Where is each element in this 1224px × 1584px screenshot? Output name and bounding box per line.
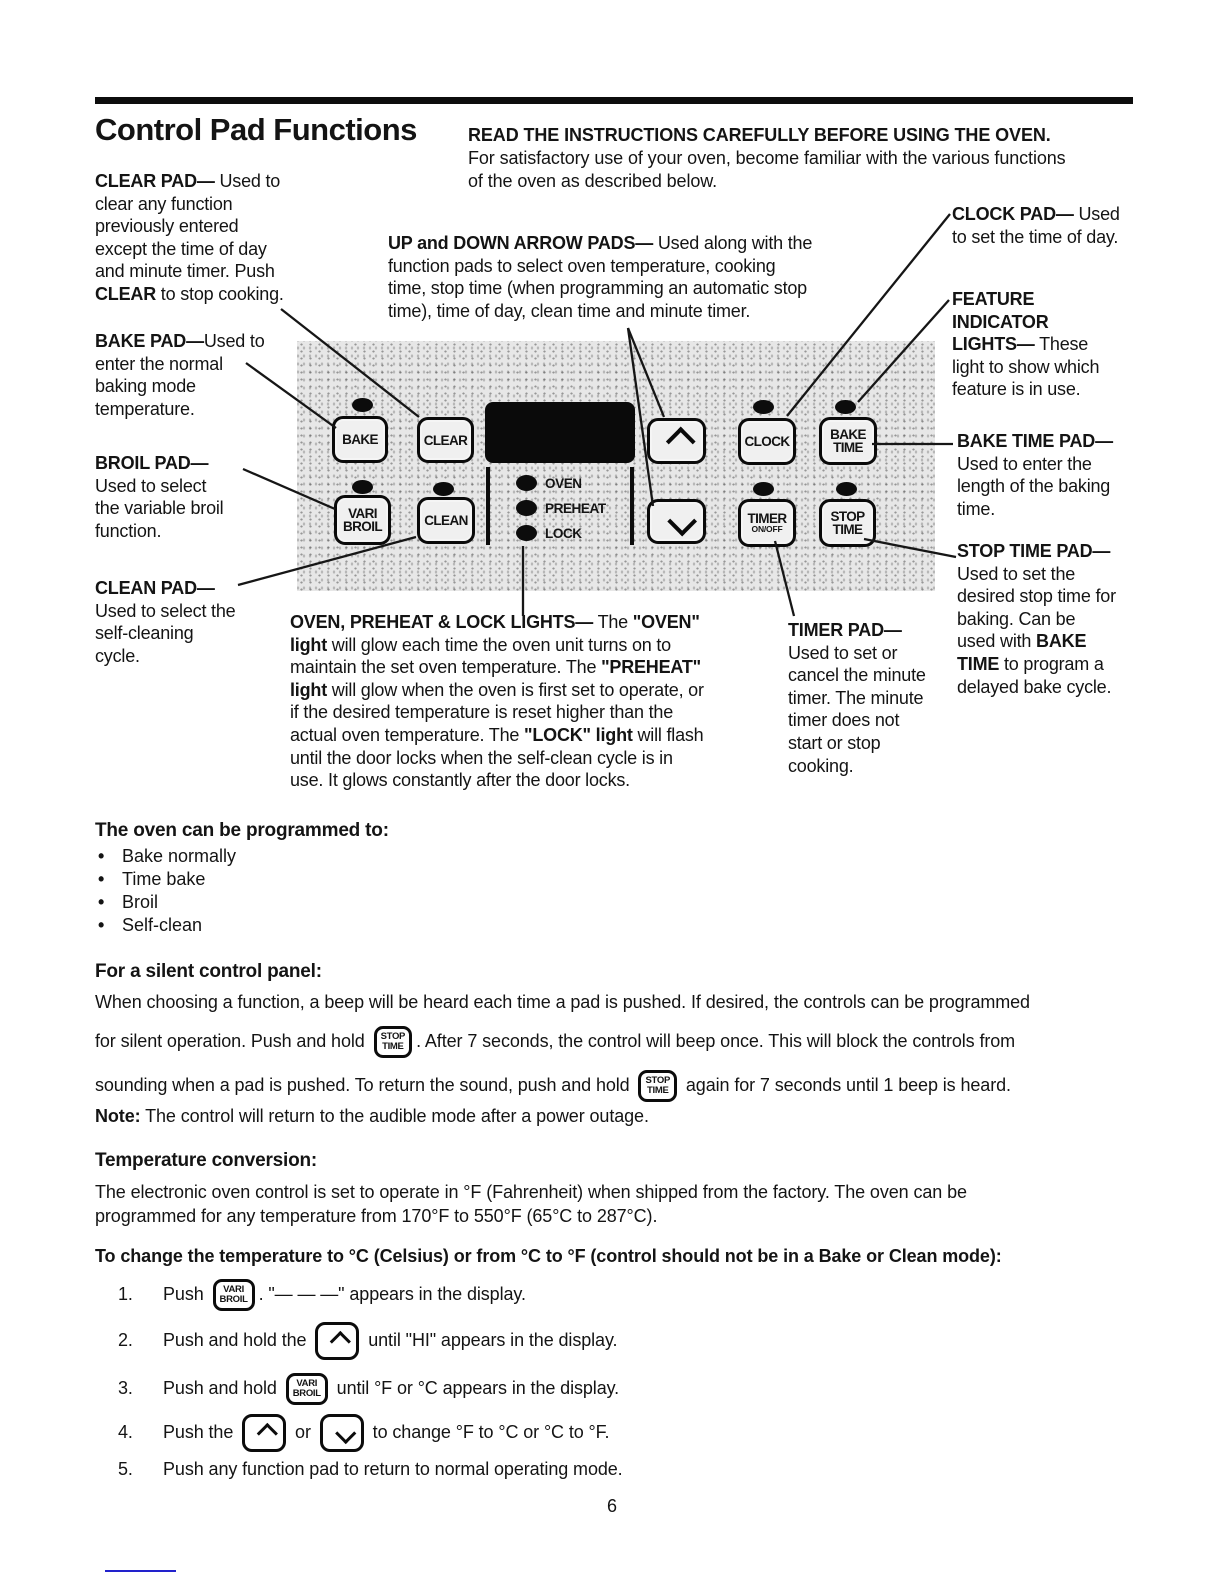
silent-panel-line2: for silent operation. Push and hold STOP TIME . After 7 seconds, the control will beep once. This will block the controls from [95,1018,1135,1064]
clear-pad-callout: CLEAR PAD— Used to clear any function previously entered except the time of day and minute timer. Push CLEAR to stop cooking. [95,171,284,304]
intro-body: For satisfactory use of your oven, become familiar with the various functions of the oven as described below. [468,148,1066,191]
temperature-conversion-heading: Temperature conversion: [95,1150,318,1171]
up-mini-pad [315,1322,359,1360]
clean-pad [417,497,475,544]
lights-right-bar [630,467,634,545]
oven-light-row [516,475,582,491]
down-arrow-icon [335,1423,356,1444]
step-number: 2. [118,1330,133,1350]
up-arrow-icon [330,1331,351,1352]
bake-pad-label: BAKE [342,432,378,447]
oven-preheat-lock-lights-callout: OVEN, PREHEAT & LOCK LIGHTS— The "OVEN" light will glow each time the oven unit turns on to maintain the set oven temperature. The "PREHEAT" light will glow when the oven is first set to operate, or if the desired temperature is reset higher than the actual oven temperature. The "LOCK" light will flash until the door locks when the self-clean cycle is in use. It glows constantly after the door locks. [290,612,704,791]
vari-broil-pad: VARI BROIL [334,495,391,545]
list-item: • Time bake [98,869,206,889]
step-number: 5. [118,1459,133,1479]
bake-time-pad-callout: BAKE TIME PAD— Used to enter the length of the baking time. [957,431,1113,519]
clock-pad-callout: CLOCK PAD— Used to set the time of day. [952,204,1120,247]
oven-light-dot [516,475,537,491]
lock-light-label: LOCK [545,525,582,541]
footer-blue-line [105,1570,176,1572]
clean-pad-callout: CLEAN PAD— Used to select the self-cleaning cycle. [95,578,236,666]
step-number: 3. [118,1378,133,1398]
oven-light-label: OVEN [545,475,582,491]
bullet-icon: • [98,892,105,912]
clock-pad-label: CLOCK [744,434,790,449]
lights-left-bar [486,467,490,545]
change-temperature-heading: To change the temperature to °C (Celsius) or from °C to °F (control should not be in a Bake or Clean mode): [95,1246,1002,1266]
bullet-icon: • [98,869,105,889]
clean-pad-label: CLEAN [424,513,468,528]
preheat-light-dot [516,500,537,516]
step-number: 1. [118,1284,133,1304]
up-mini-pad [242,1414,286,1452]
stop-time-mini-pad: STOP TIME [638,1070,677,1102]
list-item: • Bake normally [98,846,237,866]
bake-pad [332,416,388,463]
preheat-light-label: PREHEAT [545,500,606,516]
broil-pad-callout: BROIL PAD— Used to select the variable broil function. [95,453,224,541]
clock-pad [738,418,796,465]
display-window [485,402,635,463]
intro-block [468,124,1128,193]
up-arrow-pad [647,418,706,464]
step-4: 4. Push the or to change °F to °C or °C to °F. [118,1410,609,1454]
stop-time-pad-callout: STOP TIME PAD— Used to set the desired stop time for baking. Can be used with BAKE TIME to program a delayed bake cycle. [957,541,1116,697]
temperature-conversion-body: The electronic oven control is set to operate in °F (Fahrenheit) when shipped from the factory. The oven can be programmed for any temperature from 170°F to 550°F (65°C to 287°C). [95,1182,967,1226]
vari-broil-mini-pad: VARI BROIL [213,1279,255,1311]
timer-on-off-pad: TIMER ON/OFF [738,499,796,547]
stop-time-mini-pad: STOP TIME [374,1026,413,1058]
preheat-light-row [516,500,606,516]
vari-broil-indicator-light [352,480,373,494]
step-number: 4. [118,1422,133,1442]
list-item: • Broil [98,892,159,912]
page-number: 6 [606,1496,617,1516]
up-arrow-icon [256,1423,277,1444]
lock-light-dot [516,525,537,541]
page-title: Control Pad Functions [95,112,417,147]
clear-pad-label: CLEAR [423,432,468,448]
bake-time-indicator-light [835,400,856,414]
top-rule [95,97,1133,104]
clear-pad [417,417,474,463]
stop-time-indicator-light [836,482,857,496]
up-arrow-icon [666,426,696,456]
clock-indicator-light [753,400,774,414]
timer-pad-callout: TIMER PAD— Used to set or cancel the minute timer. The minute timer does not start or stop cooking. [788,620,926,776]
bullet-icon: • [98,846,105,866]
down-mini-pad [320,1414,364,1452]
up-down-arrow-callout: UP and DOWN ARROW PADS— Used along with the function pads to select oven temperature, cooking time, stop time (when programming an automatic stop time), time of day, clean time and minute timer. [388,233,813,321]
step-3: 3. Push and hold VARI BROIL until °F or °C appears in the display. [118,1366,619,1410]
silent-panel-note: Note: The control will return to the audible mode after a power outage. [95,1106,649,1126]
step-5: 5. Push any function pad to return to normal operating mode. [118,1452,623,1486]
clean-indicator-light [433,482,454,496]
silent-panel-heading: For a silent control panel: [95,961,322,982]
bake-time-pad: BAKE TIME [819,417,877,465]
vari-broil-mini-pad: VARI BROIL [286,1373,328,1405]
step-1: 1. Push VARI BROIL . "— — —" appears in the display. [118,1272,526,1316]
bake-indicator-light [352,398,373,412]
down-arrow-pad [647,499,706,544]
intro-heading: READ THE INSTRUCTIONS CAREFULLY BEFORE USING THE OVEN. [468,125,1051,145]
list-item: • Self-clean [98,915,203,935]
stop-time-pad: STOP TIME [819,499,876,547]
control-panel-illustration [297,341,935,591]
bake-pad-callout: BAKE PAD—Used to enter the normal baking mode temperature. [95,331,265,419]
programmed-heading: The oven can be programmed to: [95,820,389,841]
timer-indicator-light [753,482,774,496]
bullet-icon: • [98,915,105,935]
silent-panel-line3: sounding when a pad is pushed. To return the sound, push and hold STOP TIME again for 7 seconds until 1 beep is heard. [95,1062,1135,1108]
lock-light-row [516,525,582,541]
silent-panel-line1: When choosing a function, a beep will be heard each time a pad is pushed. If desired, the controls can be programmed [95,992,1030,1012]
feature-indicator-lights-callout: FEATURE INDICATOR LIGHTS— These light to show which feature is in use. [952,289,1100,400]
step-2: 2. Push and hold the until "HI" appears in the display. [118,1318,617,1362]
down-arrow-icon [667,507,697,537]
